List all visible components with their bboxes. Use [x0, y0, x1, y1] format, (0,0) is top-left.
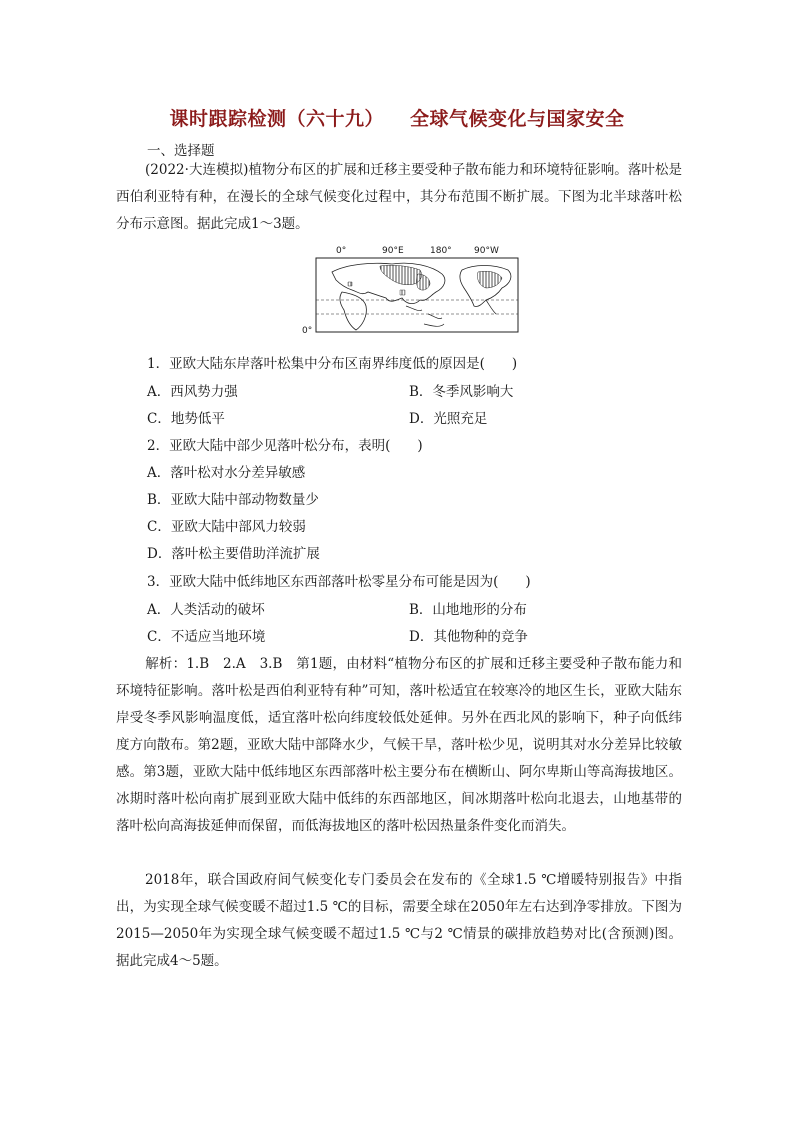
intro-paragraph-1	[116, 157, 682, 238]
question-2-stem: 2．亚欧大陆中部少见落叶松分布，表明( )	[147, 438, 423, 454]
question-1-option-a: A．西风势力强	[147, 384, 238, 400]
question-3-option-d: D．其他物种的竞争	[409, 629, 528, 645]
lon-label-180: 180°	[430, 246, 452, 256]
larch-area-scattered-west	[348, 282, 352, 286]
question-1-option-c: C．地势低平	[147, 411, 225, 427]
question-1-stem: 1．亚欧大陆东岸落叶松集中分布区南界纬度低的原因是( )	[147, 356, 518, 372]
page-title	[0, 104, 794, 131]
lon-label-90e: 90°E	[382, 246, 404, 256]
lon-label-0: 0°	[336, 246, 347, 256]
title-part-a: 课时跟踪检测（六十九）	[169, 108, 384, 130]
intro-text-2: 2018年，联合国政府间气候变化专门委员会在发布的《全球1.5 ℃增暖特别报告》中指出，为实现全球气候变暖不超过1.5 ℃的目标，需要全球在2050年左右达到净零排放。下图为2015—2050年为实现全球气候变暖不超过1.5 ℃与2 ℃情景的碳排放趋势对比(含预测)图。据此完成4～5题。	[116, 872, 682, 969]
larch-area-scattered-south	[400, 290, 405, 295]
intro-paragraph-2	[116, 867, 682, 975]
intro-text-1: (2022·大连模拟)植物分布区的扩展和迁移主要受种子散布能力和环境特征影响。落叶松是西伯利亚特有种，在漫长的全球气候变化过程中，其分布范围不断扩展。下图为北半球落叶松分布示意图。据此完成1～3题。	[116, 162, 682, 232]
question-2-option-b: B．亚欧大陆中部动物数量少	[147, 492, 319, 508]
section-heading: 一、选择题	[147, 143, 215, 159]
question-2-option-d: D．落叶松主要借助洋流扩展	[147, 546, 320, 562]
map-graphic	[302, 244, 524, 344]
lon-label-90w: 90°W	[474, 246, 499, 256]
title-part-b: 全球气候变化与国家安全	[410, 108, 625, 130]
question-2-option-a: A．落叶松对水分差异敏感	[147, 465, 306, 481]
question-3-option-c: C．不适应当地环境	[147, 629, 266, 645]
larch-distribution-map	[302, 244, 524, 344]
question-3-option-a: A．人类活动的破坏	[147, 602, 265, 618]
analysis-text: 解析：1.B 2.A 3.B 第1题，由材料“植物分布区的扩展和迁移主要受种子散布能力和环境特征影响。落叶松是西伯利亚特有种”可知，落叶松适宜在较寒冷的地区生长，亚欧大陆东岸受冬季风影响温度低，适宜落叶松向纬度较低处延伸。另外在西北风的影响下，种子向低纬度方向散布。第2题，亚欧大陆中部降水少，气候干旱，落叶松少见，说明其对水分差异比较敏感。第3题，亚欧大陆中低纬地区东西部落叶松主要分布在横断山、阿尔卑斯山等高海拔地区。冰期时落叶松向南扩展到亚欧大陆中低纬的东西部地区，间冰期落叶松向北退去，山地基带的落叶松向高海拔延伸而保留，而低海拔地区的落叶松因热量条件变化而消失。	[116, 656, 682, 834]
analysis-paragraph	[116, 651, 682, 840]
question-2-option-c: C．亚欧大陆中部风力较弱	[147, 519, 306, 535]
question-1-option-d: D．光照充足	[409, 411, 488, 427]
lat-label-0: 0°	[302, 326, 313, 336]
question-1-option-b: B．冬季风影响大	[409, 384, 514, 400]
question-3-option-b: B．山地地形的分布	[409, 602, 527, 618]
question-3-stem: 3．亚欧大陆中低纬地区东西部落叶松零星分布可能是因为( )	[147, 574, 531, 590]
